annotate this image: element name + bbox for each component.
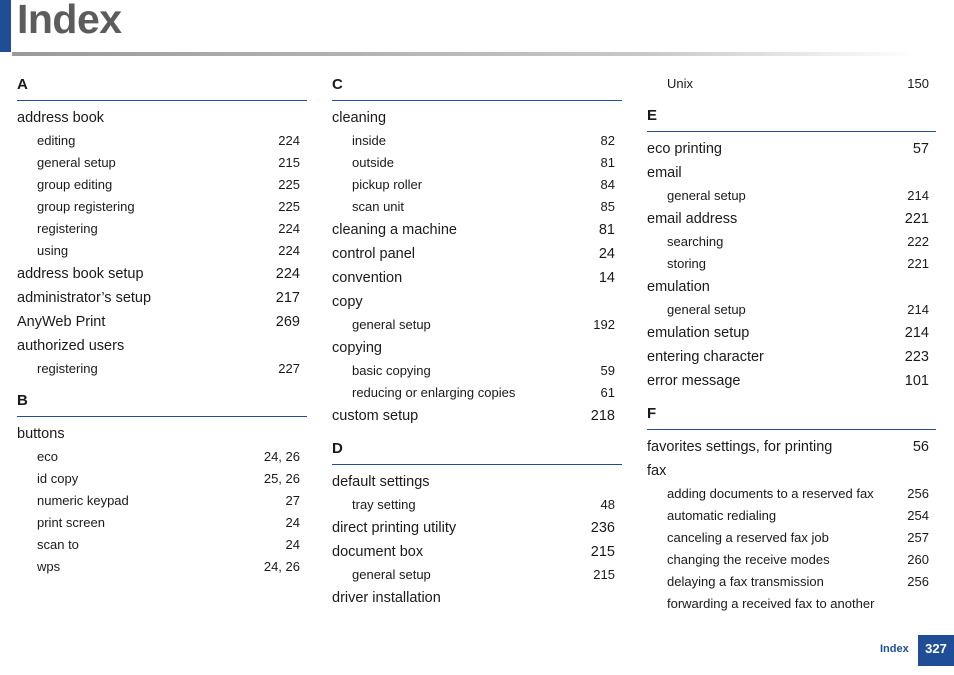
index-page-ref: 25, 26 bbox=[263, 471, 300, 486]
index-entry bbox=[332, 218, 622, 242]
index-page-ref: 192 bbox=[593, 317, 615, 332]
index-entry bbox=[17, 262, 307, 286]
index-entry bbox=[332, 106, 622, 130]
index-entry bbox=[332, 242, 622, 266]
index-term: scan to bbox=[37, 537, 79, 552]
index-subentry bbox=[17, 534, 307, 556]
index-page-ref: 24 bbox=[285, 537, 300, 552]
index-term: email address bbox=[647, 211, 738, 227]
index-letter-heading: B bbox=[17, 389, 307, 417]
index-page-ref bbox=[615, 586, 622, 610]
index-page-ref: 150 bbox=[907, 76, 929, 91]
index-term: convention bbox=[332, 270, 403, 286]
index-term: email bbox=[647, 165, 682, 181]
index-entry bbox=[647, 435, 936, 459]
index-entry bbox=[17, 310, 307, 334]
index-letter-heading: A bbox=[17, 73, 307, 101]
index-page-ref bbox=[929, 161, 936, 185]
index-entry bbox=[647, 321, 936, 345]
index-subentry bbox=[647, 185, 936, 207]
index-term: registering bbox=[37, 221, 98, 236]
index-term: administrator’s setup bbox=[17, 290, 152, 306]
index-entry bbox=[332, 266, 622, 290]
index-page-ref bbox=[929, 593, 936, 615]
index-term: buttons bbox=[17, 426, 65, 442]
index-term: reducing or enlarging copies bbox=[352, 385, 516, 400]
index-term: direct printing utility bbox=[332, 520, 457, 536]
index-entry bbox=[332, 290, 622, 314]
index-entry bbox=[647, 161, 936, 185]
index-page-ref: 24 bbox=[598, 246, 615, 262]
index-page-ref: 27 bbox=[285, 493, 300, 508]
index-subentry bbox=[332, 152, 622, 174]
index-page-ref: 215 bbox=[593, 567, 615, 582]
index-subentry bbox=[17, 358, 307, 380]
index-term: cleaning a machine bbox=[332, 222, 457, 238]
index-term: favorites settings, for printing bbox=[647, 439, 833, 455]
index-page-ref bbox=[615, 470, 622, 494]
index-entry bbox=[332, 404, 622, 428]
index-subentry bbox=[17, 512, 307, 534]
index-subentry bbox=[17, 446, 307, 468]
index-subentry bbox=[647, 73, 936, 95]
section-gap bbox=[647, 95, 936, 104]
index-page-ref: 14 bbox=[598, 270, 615, 286]
index-page-ref: 218 bbox=[590, 408, 615, 424]
index-term: authorized users bbox=[17, 338, 125, 354]
index-subentry bbox=[332, 494, 622, 516]
index-term: general setup bbox=[667, 188, 746, 203]
index-page-ref: 224 bbox=[275, 266, 300, 282]
index-term: address book setup bbox=[17, 266, 144, 282]
index-page-ref: 257 bbox=[907, 530, 929, 545]
index-term: driver installation bbox=[332, 590, 441, 606]
index-page-ref: 217 bbox=[275, 290, 300, 306]
index-term: eco printing bbox=[647, 141, 722, 157]
index-entry bbox=[332, 470, 622, 494]
section-gap bbox=[647, 393, 936, 402]
index-term: general setup bbox=[352, 317, 431, 332]
page-number-badge: 327 bbox=[918, 635, 954, 666]
index-page-ref: 84 bbox=[600, 177, 615, 192]
index-term: document box bbox=[332, 544, 424, 560]
index-term: general setup bbox=[667, 302, 746, 317]
index-term: address book bbox=[17, 110, 105, 126]
section-gap bbox=[17, 380, 307, 389]
index-subentry bbox=[332, 314, 622, 336]
index-entry bbox=[17, 106, 307, 130]
index-subentry bbox=[17, 130, 307, 152]
index-page-ref: 24 bbox=[285, 515, 300, 530]
index-term: eco bbox=[37, 449, 58, 464]
index-subentry bbox=[17, 556, 307, 578]
index-page-ref bbox=[300, 106, 307, 130]
index-page-ref bbox=[615, 336, 622, 360]
index-term: numeric keypad bbox=[37, 493, 129, 508]
index-entry bbox=[17, 334, 307, 358]
index-term: registering bbox=[37, 361, 98, 376]
index-subentry bbox=[332, 174, 622, 196]
page-title: Index bbox=[17, 0, 122, 42]
index-page-ref: 48 bbox=[600, 497, 615, 512]
index-term: editing bbox=[37, 133, 76, 148]
index-page-ref: 222 bbox=[907, 234, 929, 249]
index-term: automatic redialing bbox=[667, 508, 777, 523]
index-term: adding documents to a reserved fax bbox=[667, 486, 874, 501]
index-entry bbox=[17, 422, 307, 446]
index-page-ref: 225 bbox=[278, 199, 300, 214]
index-page-ref: 256 bbox=[907, 486, 929, 501]
index-subentry bbox=[647, 483, 936, 505]
index-page-ref: 223 bbox=[904, 349, 929, 365]
index-page-ref: 214 bbox=[904, 325, 929, 341]
index-subentry bbox=[17, 218, 307, 240]
index-term: searching bbox=[667, 234, 724, 249]
index-entry bbox=[647, 345, 936, 369]
index-column-2 bbox=[332, 73, 622, 610]
index-entry bbox=[332, 540, 622, 564]
index-column-3 bbox=[647, 73, 936, 615]
index-subentry bbox=[647, 527, 936, 549]
index-entry bbox=[647, 369, 936, 393]
index-page-ref: 221 bbox=[904, 211, 929, 227]
index-term: id copy bbox=[37, 471, 79, 486]
index-term: emulation setup bbox=[647, 325, 750, 341]
index-term: control panel bbox=[332, 246, 416, 262]
index-term: general setup bbox=[352, 567, 431, 582]
index-term: tray setting bbox=[352, 497, 416, 512]
index-term: copying bbox=[332, 340, 382, 356]
index-page-ref bbox=[929, 459, 936, 483]
index-subentry bbox=[332, 360, 622, 382]
index-term: scan unit bbox=[352, 199, 405, 214]
index-entry bbox=[647, 207, 936, 231]
index-letter-heading: F bbox=[647, 402, 936, 430]
index-subentry bbox=[647, 231, 936, 253]
index-page-ref: 61 bbox=[600, 385, 615, 400]
index-term: copy bbox=[332, 294, 363, 310]
index-subentry bbox=[332, 130, 622, 152]
index-term: error message bbox=[647, 373, 741, 389]
index-term: using bbox=[37, 243, 69, 258]
index-page-ref bbox=[929, 275, 936, 299]
index-page-ref: 227 bbox=[278, 361, 300, 376]
index-page-ref: 225 bbox=[278, 177, 300, 192]
index-entry bbox=[332, 336, 622, 360]
index-page-ref: 24, 26 bbox=[263, 559, 300, 574]
index-term: group registering bbox=[37, 199, 135, 214]
index-subentry bbox=[647, 571, 936, 593]
index-page-ref: 236 bbox=[590, 520, 615, 536]
index-page-ref: 24, 26 bbox=[263, 449, 300, 464]
index-subentry bbox=[17, 174, 307, 196]
index-page-ref: 214 bbox=[907, 302, 929, 317]
index-page-ref: 224 bbox=[278, 221, 300, 236]
index-page-ref: 81 bbox=[600, 155, 615, 170]
index-term: AnyWeb Print bbox=[17, 314, 106, 330]
index-subentry bbox=[17, 152, 307, 174]
index-entry bbox=[647, 275, 936, 299]
index-term: general setup bbox=[37, 155, 116, 170]
index-term: pickup roller bbox=[352, 177, 423, 192]
index-page-ref: 224 bbox=[278, 133, 300, 148]
index-page-ref: 256 bbox=[907, 574, 929, 589]
title-divider bbox=[12, 52, 917, 56]
index-subentry bbox=[17, 196, 307, 218]
index-page-ref: 221 bbox=[907, 256, 929, 271]
index-term: canceling a reserved fax job bbox=[667, 530, 829, 545]
index-page-ref: 82 bbox=[600, 133, 615, 148]
section-gap bbox=[332, 428, 622, 437]
index-page-ref: 215 bbox=[278, 155, 300, 170]
index-page-ref: 260 bbox=[907, 552, 929, 567]
index-letter-heading: E bbox=[647, 104, 936, 132]
index-term: basic copying bbox=[352, 363, 431, 378]
index-page-ref bbox=[300, 422, 307, 446]
index-page-ref bbox=[300, 334, 307, 358]
index-term: fax bbox=[647, 463, 667, 479]
index-page-ref: 224 bbox=[278, 243, 300, 258]
index-term: group editing bbox=[37, 177, 113, 192]
index-subentry bbox=[17, 240, 307, 262]
index-subentry bbox=[647, 593, 936, 615]
index-page-ref: 101 bbox=[904, 373, 929, 389]
index-page-ref bbox=[615, 290, 622, 314]
index-subentry bbox=[332, 382, 622, 404]
index-term: print screen bbox=[37, 515, 105, 530]
index-letter-heading: C bbox=[332, 73, 622, 101]
index-term: entering character bbox=[647, 349, 764, 365]
index-page-ref: 57 bbox=[912, 141, 929, 157]
index-page-ref: 215 bbox=[590, 544, 615, 560]
index-term: inside bbox=[352, 133, 386, 148]
footer-section-label: Index bbox=[880, 643, 909, 655]
index-subentry bbox=[17, 468, 307, 490]
index-entry bbox=[647, 459, 936, 483]
index-entry bbox=[17, 286, 307, 310]
index-subentry bbox=[332, 564, 622, 586]
index-subentry bbox=[647, 253, 936, 275]
index-term: wps bbox=[37, 559, 61, 574]
index-entry bbox=[332, 516, 622, 540]
index-term: outside bbox=[352, 155, 394, 170]
index-subentry bbox=[17, 490, 307, 512]
index-subentry bbox=[647, 549, 936, 571]
index-letter-heading: D bbox=[332, 437, 622, 465]
index-page-ref: 214 bbox=[907, 188, 929, 203]
index-page-ref bbox=[615, 106, 622, 130]
index-entry bbox=[647, 137, 936, 161]
index-subentry bbox=[647, 505, 936, 527]
index-page-ref: 59 bbox=[600, 363, 615, 378]
index-page-ref: 81 bbox=[598, 222, 615, 238]
index-term: storing bbox=[667, 256, 707, 271]
index-page-ref: 254 bbox=[907, 508, 929, 523]
index-column-1 bbox=[17, 73, 307, 578]
index-term: changing the receive modes bbox=[667, 552, 830, 567]
index-page-ref: 85 bbox=[600, 199, 615, 214]
index-term: default settings bbox=[332, 474, 430, 490]
index-subentry bbox=[647, 299, 936, 321]
index-term: forwarding a received fax to another bbox=[667, 596, 875, 611]
index-term: emulation bbox=[647, 279, 710, 295]
index-term: Unix bbox=[667, 76, 694, 91]
index-term: delaying a fax transmission bbox=[667, 574, 824, 589]
index-page-ref: 269 bbox=[275, 314, 300, 330]
header-accent-bar bbox=[0, 0, 11, 52]
index-page-ref: 56 bbox=[912, 439, 929, 455]
index-term: cleaning bbox=[332, 110, 387, 126]
index-term: custom setup bbox=[332, 408, 419, 424]
index-entry bbox=[332, 586, 622, 610]
index-subentry bbox=[332, 196, 622, 218]
